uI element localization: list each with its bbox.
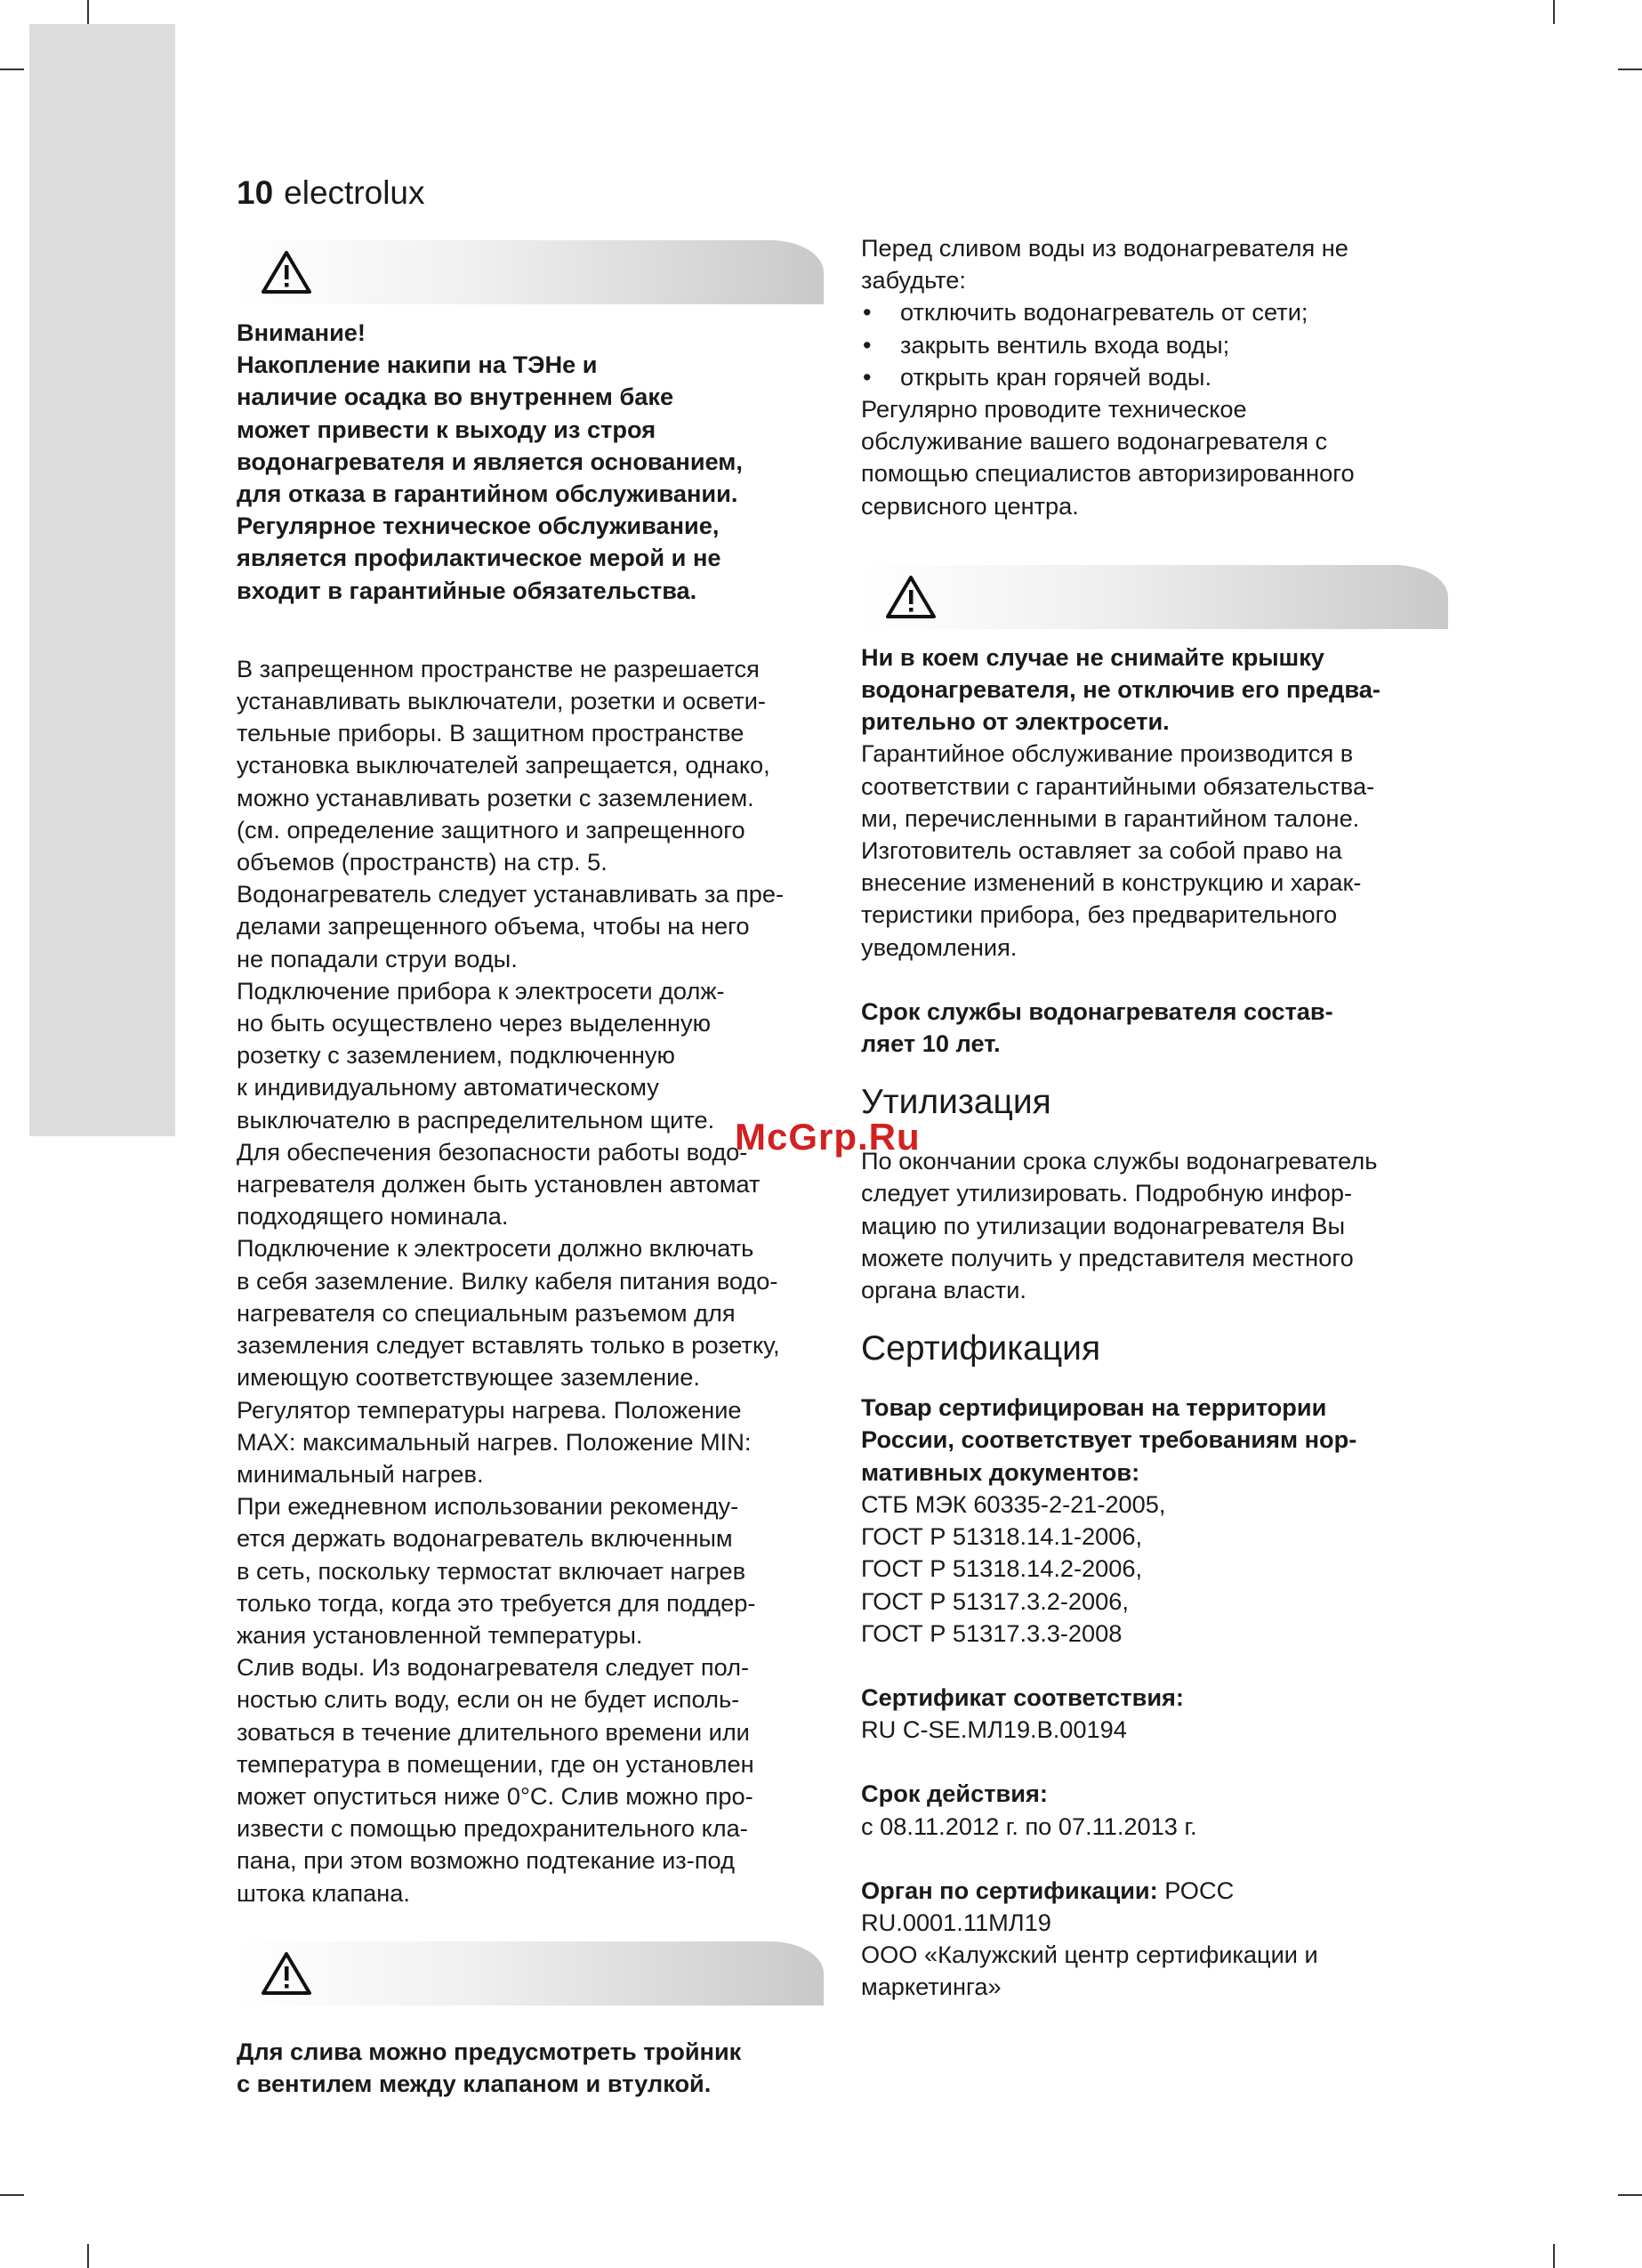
crop-mark bbox=[1618, 69, 1642, 70]
text-line: нагревателя должен быть установлен автомат bbox=[237, 1170, 761, 1199]
text-line: нагревателя со специальным разъемом для bbox=[237, 1298, 736, 1327]
text-line: RU.0001.11МЛ19 bbox=[861, 1908, 1051, 1936]
warning-text bbox=[237, 2036, 824, 2100]
installation-text bbox=[237, 653, 824, 1909]
text-line: забудьте: bbox=[861, 266, 966, 295]
text-line: ется держать водонагреватель включенным bbox=[237, 1524, 733, 1553]
warning-text bbox=[861, 642, 1448, 739]
page-number: 10 bbox=[237, 174, 274, 211]
warning-banner bbox=[861, 565, 1448, 629]
text-line: Внимание! bbox=[237, 319, 366, 346]
text-line: Накопление накипи на ТЭНе и bbox=[237, 351, 598, 379]
crop-mark bbox=[1553, 2244, 1555, 2268]
crop-mark bbox=[0, 2194, 24, 2196]
text-line: мативных документов: bbox=[861, 1457, 1140, 1486]
text-line: Подключение прибора к электросети долж- bbox=[237, 976, 725, 1005]
text-line: объемов (пространств) на стр. 5. bbox=[237, 848, 608, 876]
crop-mark bbox=[87, 0, 89, 24]
list-item: • отключить водонагреватель от сети; bbox=[861, 296, 1448, 328]
text-line: В запрещенном пространстве не разрешается bbox=[237, 654, 760, 682]
warning-triangle-icon bbox=[884, 574, 938, 620]
text-line: соответствии с гарантийными обязательства- bbox=[861, 771, 1375, 800]
text-line: к индивидуальному автоматическому bbox=[237, 1073, 659, 1102]
text-line: имеющую соответствующее заземление. bbox=[237, 1363, 700, 1392]
validity-label: Срок действия: bbox=[861, 1780, 1048, 1808]
text-line: ГОСТ Р 51317.3.3-2008 bbox=[861, 1618, 1123, 1647]
text-line: в себя заземление. Вилку кабеля питания водо- bbox=[237, 1266, 778, 1295]
text-line: ГОСТ Р 51318.14.1-2006, bbox=[861, 1522, 1143, 1551]
text-line: Перед сливом воды из водонагревателя не bbox=[861, 234, 1348, 262]
text-line: (см. определение защитного и запрещенного bbox=[237, 815, 745, 843]
text-line: делами запрещенного объема, чтобы на него bbox=[237, 912, 750, 940]
text-line: водонагревателя, не отключив его предва- bbox=[861, 675, 1380, 704]
text-line: ляет 10 лет. bbox=[861, 1029, 1001, 1058]
crop-mark bbox=[0, 69, 24, 70]
text-line: с вентилем между клапаном и втулкой. bbox=[237, 2069, 712, 2097]
crop-mark bbox=[1618, 2194, 1642, 2196]
text-line: ГОСТ Р 51317.3.2-2006, bbox=[861, 1586, 1129, 1615]
text-line: СТБ МЭК 60335-2-21-2005, bbox=[861, 1489, 1166, 1518]
text-line: По окончании срока службы водонагреватель bbox=[861, 1147, 1378, 1175]
standards-list bbox=[861, 1489, 1448, 1650]
certification-body-inline: РОСС bbox=[1157, 1876, 1235, 1904]
text-line: можно устанавливать розетки с заземлением. bbox=[237, 783, 754, 811]
warning-triangle-icon bbox=[260, 1950, 313, 1997]
text-line: но быть осуществлено через выделенную bbox=[237, 1009, 712, 1037]
text-line: жания установленной температуры. bbox=[237, 1620, 643, 1649]
text-line: внесение изменений в конструкцию и харак- bbox=[861, 868, 1362, 897]
left-column bbox=[237, 240, 824, 2100]
warning-banner bbox=[237, 240, 824, 304]
text-line: Изготовитель оставляет за собой право на bbox=[861, 836, 1342, 865]
text-line: Регулярно проводите техническое bbox=[861, 395, 1247, 424]
text-line: может привести к выходу из строя bbox=[237, 415, 656, 443]
warning-banner bbox=[237, 1941, 824, 2006]
text-line: сервисного центра. bbox=[861, 491, 1079, 520]
section-heading-utilization: Утилизация bbox=[861, 1083, 1051, 1122]
text-line: для отказа в гарантийном обслуживании. bbox=[237, 480, 738, 508]
utilization-text bbox=[861, 1145, 1448, 1306]
text-line: Подключение к электросети должно включать bbox=[237, 1234, 754, 1263]
list-item: • открыть кран горячей воды. bbox=[861, 361, 1448, 393]
text-line: России, соответствует требованиям нор- bbox=[861, 1425, 1357, 1454]
text-line: обслуживание вашего водонагревателя с bbox=[861, 427, 1328, 456]
text-line: пана, при этом возможно подтекание из-под bbox=[237, 1846, 735, 1875]
text-line: Регулярное техническое обслуживание, bbox=[237, 512, 720, 540]
certification-intro bbox=[861, 1392, 1448, 1489]
warning-text bbox=[237, 317, 824, 607]
text-line: Регулятор температуры нагрева. Положение bbox=[237, 1395, 742, 1424]
text-line: можете получить у представителя местного bbox=[861, 1243, 1354, 1271]
certification-body bbox=[861, 1875, 1448, 1907]
bullet-icon: • bbox=[863, 330, 872, 359]
text-line: рительно от электросети. bbox=[861, 707, 1170, 736]
text-line: следует утилизировать. Подробную инфор- bbox=[861, 1179, 1353, 1207]
text-line: может опуститься ниже 0°C. Слив можно про- bbox=[237, 1781, 753, 1810]
certificate-value: RU C-SE.МЛ19.В.00194 bbox=[861, 1715, 1127, 1744]
text-line: подходящего номинала. bbox=[237, 1202, 509, 1231]
text-line: тельные приборы. В защитном пространстве bbox=[237, 719, 745, 747]
list-item: • закрыть вентиль входа воды; bbox=[861, 329, 1448, 361]
text-line: Срок службы водонагревателя состав- bbox=[861, 997, 1333, 1025]
bullet-icon: • bbox=[863, 298, 872, 327]
text-line: штока клапана. bbox=[237, 1878, 410, 1907]
text-line: органа власти. bbox=[861, 1276, 1026, 1304]
text-line: заземления следует вставлять только в розетку, bbox=[237, 1331, 780, 1360]
text-line: зоваться в течение длительного времени или bbox=[237, 1717, 750, 1746]
service-life-note bbox=[861, 996, 1448, 1060]
text-line: ООО «Калужский центр сертификации и bbox=[861, 1941, 1318, 1969]
watermark: McGrp.Ru bbox=[735, 1116, 921, 1158]
text-line: Гарантийное обслуживание производится в bbox=[861, 739, 1354, 768]
text-line: Для слива можно предусмотреть тройник bbox=[237, 2037, 742, 2065]
text-line: Ни в коем случае не снимайте крышку bbox=[861, 642, 1324, 671]
text-line: температура в помещении, где он установлен bbox=[237, 1749, 754, 1778]
text-line: ностью слить воду, если он не будет исполь- bbox=[237, 1685, 740, 1714]
text-line: наличие осадка во внутреннем баке bbox=[237, 383, 674, 411]
text-line: MAX: максимальный нагрев. Положение MIN: bbox=[237, 1427, 752, 1456]
crop-mark bbox=[1553, 0, 1555, 24]
text-line: извести с помощью предохранительного кла- bbox=[237, 1814, 748, 1843]
maintenance-text bbox=[861, 393, 1448, 522]
text-line: входит в гарантийные обязательства. bbox=[237, 576, 697, 604]
warning-triangle-icon bbox=[260, 249, 313, 295]
text-line: При ежедневном использовании рекоменду- bbox=[237, 1492, 739, 1521]
text-line: ГОСТ Р 51318.14.2-2006, bbox=[861, 1554, 1143, 1583]
text-line: только тогда, когда это требуется для поддер- bbox=[237, 1588, 756, 1617]
text-line: в сеть, поскольку термостат включает нагрев bbox=[237, 1556, 746, 1585]
text-line: водонагревателя и является основанием, bbox=[237, 447, 743, 475]
bullet-icon: • bbox=[863, 362, 872, 391]
text-line: уведомления. bbox=[861, 932, 1018, 961]
side-band bbox=[29, 24, 175, 1136]
text-line: Водонагреватель следует устанавливать за пре- bbox=[237, 880, 785, 908]
text-line: устанавливать выключатели, розетки и освети- bbox=[237, 687, 766, 715]
text-line: не попадали струи воды. bbox=[237, 944, 518, 973]
text-line: установка выключателей запрещается, однако, bbox=[237, 751, 770, 779]
text-line: маркетинга» bbox=[861, 1973, 1002, 2001]
crop-mark bbox=[87, 2244, 89, 2268]
text-line: выключателю в распределительном щите. bbox=[237, 1105, 715, 1134]
section-heading-certification: Сертификация bbox=[861, 1329, 1101, 1368]
text-line: теристики прибора, без предварительного bbox=[861, 900, 1338, 929]
validity-value: с 08.11.2012 г. по 07.11.2013 г. bbox=[861, 1812, 1197, 1840]
text-line: мацию по утилизации водонагревателя Вы bbox=[861, 1211, 1346, 1239]
text-line: розетку с заземлением, подключенную bbox=[237, 1041, 675, 1069]
text-line: помощью специалистов авторизированного bbox=[861, 459, 1355, 488]
page-header bbox=[237, 174, 425, 212]
text-line: является профилактическое мерой и не bbox=[237, 544, 721, 572]
drain-steps-list bbox=[861, 296, 1448, 393]
right-column bbox=[861, 232, 1448, 2004]
certification-body-label: Орган по сертификации: bbox=[861, 1876, 1158, 1904]
text-line: Товар сертифицирован на территории bbox=[861, 1393, 1327, 1422]
drain-intro bbox=[861, 232, 1448, 296]
warranty-text bbox=[861, 738, 1448, 963]
text-line: ми, перечисленными в гарантийном талоне. bbox=[861, 803, 1360, 832]
text-line: Для обеспечения безопасности работы водо- bbox=[237, 1137, 748, 1166]
brand-name: electrolux bbox=[284, 174, 425, 211]
text-line: Слив воды. Из водонагревателя следует пол- bbox=[237, 1653, 750, 1682]
text-line: минимальный нагрев. bbox=[237, 1459, 484, 1488]
certificate-label: Сертификат соответствия: bbox=[861, 1683, 1184, 1711]
